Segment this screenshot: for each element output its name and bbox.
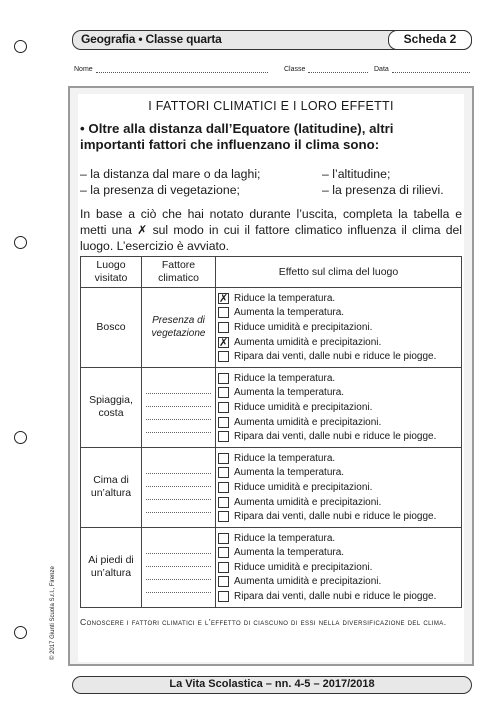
- effect-label: Riduce umidità e precipitazioni.: [234, 561, 373, 573]
- header-bar: [72, 30, 472, 50]
- effect-option: [218, 546, 461, 561]
- table-row: [81, 288, 462, 368]
- binder-hole: [14, 40, 27, 53]
- checkbox[interactable]: [218, 562, 229, 573]
- student-fields: [74, 66, 472, 78]
- worksheet-frame: [68, 86, 474, 666]
- effects-cell: [216, 288, 462, 368]
- checkbox[interactable]: [218, 591, 229, 602]
- effect-label: Riduce umidità e precipitazioni.: [234, 401, 373, 413]
- checkbox[interactable]: [218, 511, 229, 522]
- effect-option: [218, 349, 461, 364]
- place-cell: Bosco: [81, 288, 142, 368]
- effect-label: Riduce la temperatura.: [234, 452, 336, 464]
- effect-label: Ripara dai venti, dalle nubi e riduce le piogge.: [234, 351, 437, 363]
- effect-label: Ripara dai venti, dalle nubi e riduce le piogge.: [234, 431, 437, 443]
- checkbox[interactable]: [218, 533, 229, 544]
- effect-option: [218, 509, 461, 524]
- footer-bar: La Vita Scolastica – nn. 4-5 – 2017/2018: [72, 676, 472, 694]
- effect-option: [218, 429, 461, 444]
- checkbox[interactable]: [218, 547, 229, 558]
- copyright-notice: © 2017 Giunti Scuola S.r.l., Firenze: [50, 566, 56, 660]
- place-cell: Spiaggia, costa: [81, 367, 142, 447]
- name-field[interactable]: Nome: [74, 66, 268, 73]
- checkbox[interactable]: [218, 417, 229, 428]
- factor-cell[interactable]: [142, 447, 216, 527]
- table-header-row: [81, 257, 462, 288]
- effect-option: [218, 415, 461, 430]
- intro-text: • Oltre alla distanza dall’Equatore (latitudine), altri importanti fattori che influenzano il clima sono:: [80, 121, 394, 152]
- answer-line[interactable]: [146, 407, 211, 420]
- answer-line[interactable]: [146, 487, 211, 500]
- column-header-place: Luogo visitato: [81, 257, 142, 288]
- effect-label: Riduce la temperatura.: [234, 372, 336, 384]
- effect-label: Riduce umidità e precipitazioni.: [234, 481, 373, 493]
- checkbox[interactable]: [218, 387, 229, 398]
- effect-option: [218, 495, 461, 510]
- checkbox[interactable]: [218, 453, 229, 464]
- effect-option: [218, 480, 461, 495]
- effect-option: [218, 400, 461, 415]
- factor-cell[interactable]: [142, 367, 216, 447]
- effect-label: Riduce la temperatura.: [234, 292, 336, 304]
- column-header-effect: Effetto sul clima del luogo: [216, 257, 462, 288]
- effect-option: [218, 320, 461, 335]
- effects-cell: [216, 447, 462, 527]
- list-item: – la distanza dal mare o da laghi;: [80, 167, 261, 181]
- effect-label: Aumenta la temperatura.: [234, 467, 345, 479]
- worksheet-number: Scheda 2: [388, 30, 472, 50]
- factor-cell[interactable]: [142, 288, 216, 368]
- effect-label: Aumenta umidità e precipitazioni.: [234, 576, 382, 588]
- answer-line[interactable]: [146, 580, 211, 593]
- checkbox[interactable]: ✗: [219, 336, 229, 349]
- answer-line[interactable]: [146, 541, 211, 554]
- answer-line[interactable]: [146, 474, 211, 487]
- list-item: – la presenza di rilievi.: [322, 183, 444, 197]
- answer-line[interactable]: [146, 420, 211, 433]
- effect-option: [218, 291, 461, 306]
- effect-option: [218, 451, 461, 466]
- answer-line[interactable]: [146, 381, 211, 394]
- column-header-factor: Fattore climatico: [142, 257, 216, 288]
- checkbox[interactable]: [218, 402, 229, 413]
- effect-label: Riduce umidità e precipitazioni.: [234, 321, 373, 333]
- factor-answer: Presenza di vegetazione: [151, 315, 206, 340]
- checkbox[interactable]: [218, 431, 229, 442]
- worksheet-title: I FATTORI CLIMATICI E I LORO EFFETTI: [148, 99, 394, 113]
- table-row: [81, 447, 462, 527]
- climate-table: [80, 256, 462, 608]
- table-row: [81, 367, 462, 447]
- effect-label: Ripara dai venti, dalle nubi e riduce le piogge.: [234, 591, 437, 603]
- effect-label: Aumenta umidità e precipitazioni.: [234, 336, 382, 348]
- worksheet-content: [78, 94, 464, 662]
- place-cell: Cima di un’altura: [81, 447, 142, 527]
- binder-hole: [14, 236, 27, 249]
- effect-option: [218, 560, 461, 575]
- list-item: – la presenza di vegetazione;: [80, 183, 240, 197]
- table-row: [81, 527, 462, 607]
- effect-label: Aumenta la temperatura.: [234, 307, 345, 319]
- checkbox[interactable]: [218, 482, 229, 493]
- checkbox[interactable]: [218, 351, 229, 362]
- answer-line[interactable]: [146, 567, 211, 580]
- checkbox[interactable]: [218, 497, 229, 508]
- instructions-text: In base a ciò che hai notato durante l’uscita, completa la tabella e metti una ✗ sul modo in cui il fattore climatico influenza il clima del luogo. L’esercizio è avviato.: [80, 207, 462, 253]
- effect-label: Aumenta umidità e precipitazioni.: [234, 496, 382, 508]
- effect-option: [218, 575, 461, 590]
- checkbox[interactable]: ✗: [219, 292, 229, 305]
- answer-line[interactable]: [146, 461, 211, 474]
- climate-factors-list: [80, 166, 462, 198]
- date-field[interactable]: Data: [374, 66, 470, 73]
- binder-hole: [14, 431, 27, 444]
- factor-cell[interactable]: [142, 527, 216, 607]
- checkbox[interactable]: [218, 307, 229, 318]
- checkbox[interactable]: [218, 373, 229, 384]
- answer-line[interactable]: [146, 394, 211, 407]
- effect-option: [218, 335, 461, 350]
- effect-option: [218, 371, 461, 386]
- checkbox[interactable]: [218, 467, 229, 478]
- effect-option: [218, 589, 461, 604]
- learning-objective: Conoscere i fattori climatici e l’effetto di ciascuno di essi nella diversificazione del clima.: [80, 617, 447, 627]
- class-field[interactable]: Classe: [284, 66, 368, 73]
- effect-option: [218, 531, 461, 546]
- answer-line[interactable]: [146, 500, 211, 513]
- answer-line[interactable]: [146, 554, 211, 567]
- effect-label: Aumenta umidità e precipitazioni.: [234, 416, 382, 428]
- effect-label: Riduce la temperatura.: [234, 532, 336, 544]
- checkbox[interactable]: [218, 576, 229, 587]
- place-cell: Ai piedi di un’altura: [81, 527, 142, 607]
- effect-option: [218, 466, 461, 481]
- effects-cell: [216, 527, 462, 607]
- effect-option: [218, 386, 461, 401]
- binder-hole: [14, 626, 27, 639]
- subject-title: Geografia • Classe quarta: [81, 32, 222, 46]
- effect-label: Aumenta la temperatura.: [234, 387, 345, 399]
- effects-cell: [216, 367, 462, 447]
- effect-option: [218, 306, 461, 321]
- effect-label: Ripara dai venti, dalle nubi e riduce le piogge.: [234, 511, 437, 523]
- checkbox[interactable]: [218, 322, 229, 333]
- list-item: – l’altitudine;: [322, 167, 391, 181]
- effect-label: Aumenta la temperatura.: [234, 547, 345, 559]
